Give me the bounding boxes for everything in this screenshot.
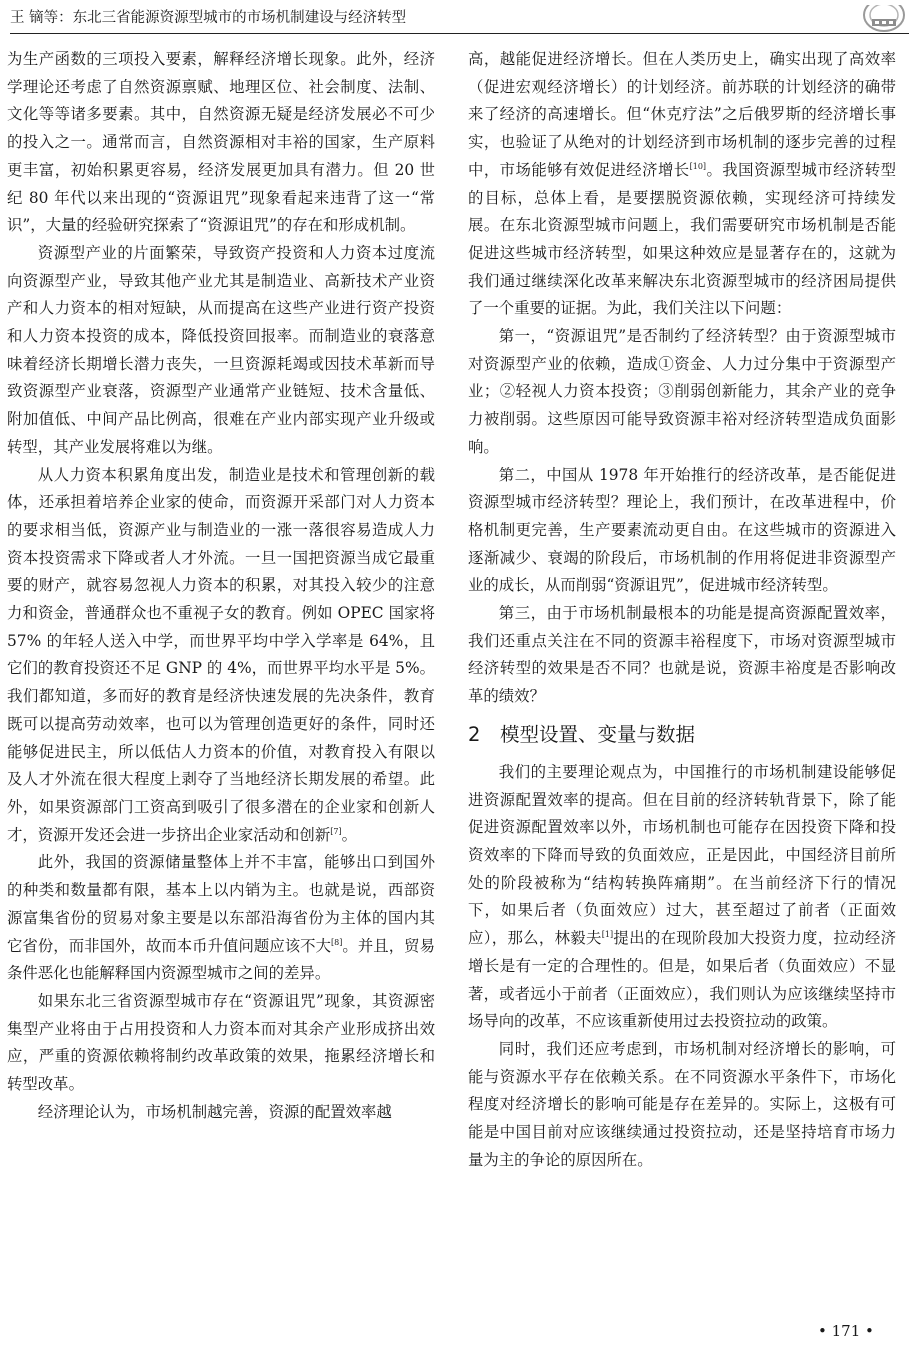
journal-logo-icon [860, 5, 908, 32]
right-column [468, 46, 896, 1174]
section-title: 模型设置、变量与数据 [500, 722, 696, 746]
section-heading [468, 722, 896, 748]
running-header [10, 5, 909, 34]
paragraph [468, 462, 896, 601]
citation-ref: [8] [331, 937, 343, 947]
page-number: • 171 • [818, 1322, 874, 1340]
paragraph-text: 资源型产业的片面繁荣，导致资产投资和人力资本过度流向资源型产业，导致其他产业尤其是制造业、高新技术产业资产和人力资本的相对短缺，从而提高在这些产业进行资产投资和人力资本投资的成本，降低投资回报率。而制造业的衰落意味着经济长期增长潜力丧失，一旦资源耗竭或因技术革新而导致资源型产业衰落，资源型产业通常产业链短、技术含量低、附加值低、中间产品比例高，很难在产业内部实现产业升级或转型，其产业发展将难以为继。 [7, 243, 435, 456]
paragraph-text: 第二，中国从 1978 年开始推行的经济改革，是否能促进资源型城市经济转型？理论上，我们预计，在改革进程中，价格机制更完善，生产要素流动更自由。在这些城市的资源进入逐渐减少、衰竭的阶段后，市场机制的作用将促进非资源型产业的成长，从而削弱“资源诅咒”，促进城市经济转型。 [468, 465, 896, 595]
paragraph [468, 323, 896, 462]
running-title: 王 镝等：东北三省能源资源型城市的市场机制建设与经济转型 [10, 10, 407, 26]
paragraph-text: 同时，我们还应考虑到，市场机制对经济增长的影响，可能与资源水平存在依赖关系。在不同资源水平条件下，市场化程度对经济增长的影响可能是存在差异的。实际上，这极有可能是中国目前对应该继续通过投资拉动，还是坚持培育市场力量为主的争论的原因所在。 [468, 1039, 896, 1169]
citation-ref: [1] [601, 930, 614, 940]
paragraph-text-tail: 提出的在现阶段加大投资力度，拉动经济增长是有一定的合理性的。但是，如果后者（负面效应）不显著，或者远小于前者（正面效应），我们则认为应该继续坚持市场导向的改革，不应该重新使用过去投资拉动的政策。 [468, 929, 896, 1031]
paragraph-text-tail: 。我国资源型城市经济转型的目标，总体上看，是要摆脱资源依赖，实现经济可持续发展。在东北资源型城市问题上，我们需要研究市场机制是否能促进这些城市经济转型，如果这种效应是显著存在的，这就为我们通过继续深化改革来解决东北资源型城市的经济困局提供了一个重要的证据。为此，我们关注以下问题： [468, 160, 896, 318]
section-number: 2 [468, 722, 481, 746]
paragraph [7, 988, 435, 1099]
paragraph-text: 我们的主要理论观点为，中国推行的市场机制建设能够促进资源配置效率的提高。但在目前的经济转轨背景下，除了能促进资源配置效率以外，市场机制也可能存在因投资下降和投资效率的下降而导致的负面效应，正是因此，中国经济目前所处的阶段被称为“结构转换阵痛期”。在当前经济下行的情况下，如果后者（负面效应）过大，甚至超过了前者（正面效应），那么，林毅夫 [468, 762, 896, 948]
paragraph-text-tail: 。并且，贸易条件恶化也能解释国内资源型城市之间的差异。 [7, 936, 435, 983]
paragraph [468, 600, 896, 711]
paragraph [468, 46, 896, 323]
citation-ref: [7] [330, 826, 342, 836]
paragraph-text: 第三，由于市场机制最根本的功能是提高资源配置效率，我们还重点关注在不同的资源丰裕程度下，市场对资源型城市经济转型的效果是否不同？也就是说，资源丰裕度是否影响改革的绩效？ [468, 604, 896, 706]
paragraph [468, 1036, 896, 1175]
paragraph [7, 1099, 435, 1127]
paragraph-text: 此外，我国的资源储量整体上并不丰富，能够出口到国外的种类和数量都有限，基本上以内销为主。也就是说，西部资源富集省份的贸易对象主要是以东部沿海省份为主体的国内其它省份，而非国外，故而本币升值问题应该不大 [7, 853, 435, 955]
right-column-lower [468, 759, 896, 1175]
left-column [7, 46, 435, 1126]
paragraph [468, 759, 896, 1036]
paragraph [7, 46, 435, 240]
paragraph-text: 从人力资本积累角度出发，制造业是技术和管理创新的载体，还承担着培养企业家的使命，而资源开采部门对人力资本的要求相当低，资源产业与制造业的一涨一落很容易造成人力资本投资需求下降或者人才外流。一旦一国把资源当成它最重要的财产，就容易忽视人力资本的积累，对其投入较少的注意力和资金，普通群众也不重视子女的教育。例如 OPEC 国家将 57% 的年轻人送入中学，而世界平均中学入学率是 64%，且它们的教育投资还不足 GNP 的 4%，而世界平均水平是 5%。我们都知道，多而好的教育是经济快速发展的先决条件，教育既可以提高劳动效率，也可以为管理创造更好的条件，同时还能够促进民主，所以低估人力资本的价值，对教育投入有限以及人才外流在很大程度上剥夺了当地经济长期发展的希望。此外，如果资源部门工资高到吸引了很多潜在的企业家和创新人才，资源开发还会进一步挤出企业家活动和创新 [7, 465, 435, 844]
paragraph-text: 经济理论认为，市场机制越完善，资源的配置效率越 [37, 1102, 392, 1121]
paragraph-text: 为生产函数的三项投入要素，解释经济增长现象。此外，经济学理论还考虑了自然资源禀赋、地理区位、社会制度、法制、文化等等诸多要素。其中，自然资源无疑是经济发展必不可少的投入之一。通常而言，自然资源相对丰裕的国家，生产原料更丰富，初始积累更容易，经济发展更加具有潜力。但 20 世纪 80 年代以来出现的“资源诅咒”现象看起来违背了这一“常识”，大量的经验研究探索了“资源诅咒”的存在和形成机制。 [7, 50, 435, 235]
paragraph-text: 如果东北三省资源型城市存在“资源诅咒”现象，其资源密集型产业将由于占用投资和人力资本而对其余产业形成挤出效应，严重的资源依赖将制约改革政策的效果，拖累经济增长和转型改革。 [7, 991, 435, 1094]
right-column-upper [468, 46, 896, 711]
paragraph-text-tail: 。 [341, 825, 357, 844]
citation-ref: [10] [689, 161, 707, 171]
paragraph-text: 高，越能促进经济增长。但在人类历史上，确实出现了高效率（促进宏观经济增长）的计划经济。前苏联的计划经济的确带来了经济的高速增长。但“休克疗法”之后俄罗斯的经济增长事实，也验证了从绝对的计划经济到市场机制的逐步完善的过程中，市场能够有效促进经济增长 [468, 50, 896, 179]
paragraph [7, 240, 435, 462]
paragraph [7, 849, 435, 988]
paragraph [7, 462, 435, 850]
paragraph-text: 第一，“资源诅咒”是否制约了经济转型？由于资源型城市对资源型产业的依赖，造成①资金、人力过分集中于资源型产业；②轻视人力资本投资；③削弱创新能力，其余产业的竞争力被削弱。这些原因可能导致资源丰裕对经济转型造成负面影响。 [468, 327, 896, 456]
